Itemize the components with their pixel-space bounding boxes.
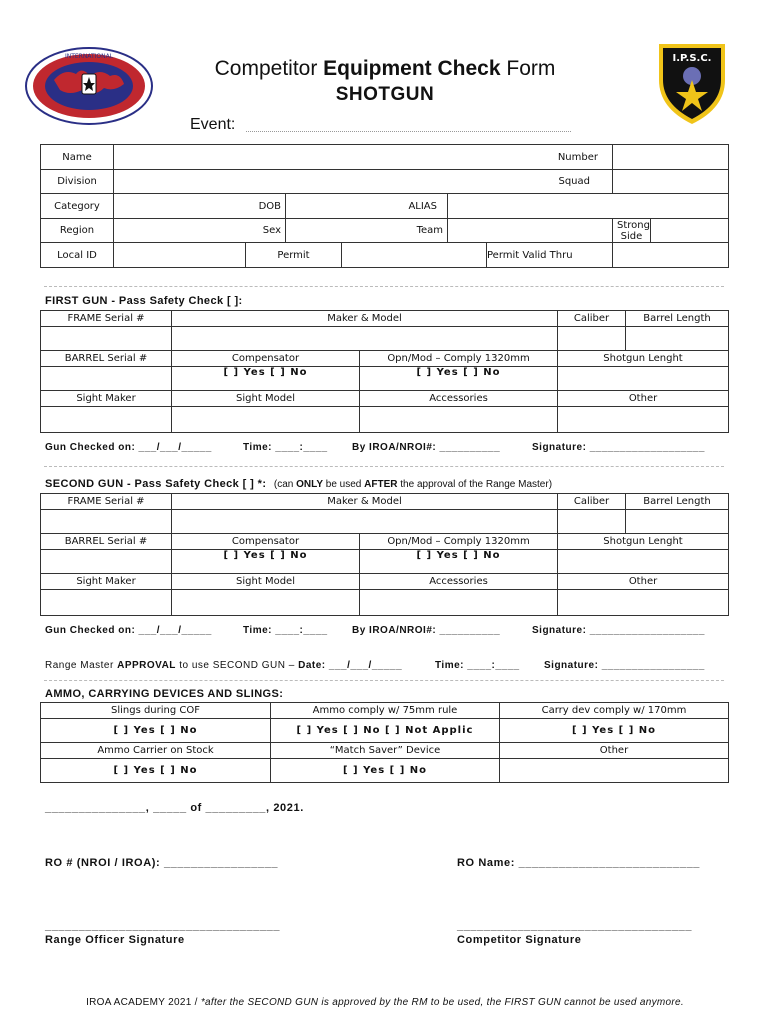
carry-dev-label: Carry dev comply w/ 170mm	[500, 703, 729, 719]
first-gun-grid	[40, 310, 729, 433]
other-label: Other	[558, 391, 729, 407]
opn-mod-label: Opn/Mod – Comply 1320mm	[360, 351, 558, 367]
barrel-serial-field[interactable]	[41, 550, 172, 574]
carry-dev-yes-no[interactable]: [ ] Yes [ ] No	[500, 719, 729, 743]
ipsc-logo	[655, 40, 729, 126]
alias-label: ALIAS	[408, 200, 437, 212]
second-gun-grid	[40, 493, 729, 616]
ro-signature-line[interactable]: ___________________________________	[45, 920, 281, 932]
local-id-label: Local ID	[41, 243, 114, 268]
sight-maker-field[interactable]	[41, 407, 172, 433]
sight-model-field[interactable]	[172, 407, 360, 433]
ammo-comply-options[interactable]: [ ] Yes [ ] No [ ] Not Applic	[271, 719, 500, 743]
caliber-label: Caliber	[558, 494, 626, 510]
compensator-yes-no[interactable]: [ ] Yes [ ] No	[172, 550, 360, 574]
permit-valid-label: Permit Valid Thru	[487, 243, 613, 268]
strong-side-field[interactable]	[651, 219, 729, 243]
competitor-table	[40, 144, 729, 268]
event-label: Event:	[190, 116, 236, 133]
number-field[interactable]	[613, 145, 729, 170]
slings-label: Slings during COF	[41, 703, 271, 719]
squad-field[interactable]	[613, 170, 729, 194]
caliber-label: Caliber	[558, 311, 626, 327]
ammo-carrier-yes-no[interactable]: [ ] Yes [ ] No	[41, 759, 271, 783]
ammo-table	[40, 702, 729, 783]
ammo-carrier-label: Ammo Carrier on Stock	[41, 743, 271, 759]
footer: IROA ACADEMY 2021 / *after the SECOND GUN is approved by the RM to be used, the FIRST GUN cannot be used anymore.	[86, 997, 684, 1008]
first-gun-time[interactable]: Time: ____:____	[243, 442, 328, 453]
date-line[interactable]: _______________, _____ of _________, 2021.	[45, 802, 304, 814]
compensator-yes-no[interactable]: [ ] Yes [ ] No	[172, 367, 360, 391]
barrel-serial-label: BARREL Serial #	[41, 534, 172, 550]
dob-label: DOB	[258, 200, 281, 212]
permit-label: Permit	[246, 243, 342, 268]
form-subtitle: SHOTGUN	[335, 84, 435, 105]
divider	[44, 680, 724, 681]
ammo-comply-label: Ammo comply w/ 75mm rule	[271, 703, 500, 719]
first-gun-checked-on[interactable]: Gun Checked on: ___/___/_____	[45, 442, 212, 453]
barrel-serial-label: BARREL Serial #	[41, 351, 172, 367]
second-gun-time[interactable]: Time: ____:____	[243, 625, 328, 636]
logo-ring-text: INTERNATIONAL	[64, 53, 114, 60]
ro-number-field[interactable]: RO # (NROI / IROA): _________________	[45, 857, 279, 869]
competitor-signature-line[interactable]: ___________________________________	[457, 920, 693, 932]
sight-model-label: Sight Model	[172, 391, 360, 407]
opn-mod-label: Opn/Mod – Comply 1320mm	[360, 534, 558, 550]
barrel-length-label: Barrel Length	[626, 494, 729, 510]
strong-side-label: Strong Side	[613, 219, 651, 243]
competitor-signature-label: Competitor Signature	[457, 934, 582, 946]
shotgun-length-field[interactable]	[558, 550, 729, 574]
sight-maker-label: Sight Maker	[41, 574, 172, 590]
caliber-field[interactable]	[558, 327, 626, 351]
accessories-label: Accessories	[360, 574, 558, 590]
sex-label: Sex	[262, 225, 281, 236]
barrel-serial-field[interactable]	[41, 367, 172, 391]
local-id-field[interactable]	[114, 243, 246, 268]
match-saver-yes-no[interactable]: [ ] Yes [ ] No	[271, 759, 500, 783]
ro-name-field[interactable]: RO Name: ___________________________	[457, 857, 701, 869]
permit-field[interactable]	[342, 243, 487, 268]
accessories-label: Accessories	[360, 391, 558, 407]
match-saver-label: “Match Saver” Device	[271, 743, 500, 759]
maker-model-field[interactable]	[172, 327, 558, 351]
squad-label: Squad	[558, 176, 590, 187]
caliber-field[interactable]	[558, 510, 626, 534]
shotgun-length-label: Shotgun Lenght	[558, 351, 729, 367]
second-gun-checked-on[interactable]: Gun Checked on: ___/___/_____	[45, 625, 212, 636]
sight-maker-field[interactable]	[41, 590, 172, 616]
name-label: Name	[41, 145, 114, 170]
sight-model-label: Sight Model	[172, 574, 360, 590]
division-field[interactable]	[114, 170, 613, 194]
opn-mod-yes-no[interactable]: [ ] Yes [ ] No	[360, 550, 558, 574]
ammo-heading: AMMO, CARRYING DEVICES AND SLINGS:	[45, 688, 284, 700]
barrel-length-field[interactable]	[626, 510, 729, 534]
team-field[interactable]	[448, 219, 613, 243]
second-gun-signature[interactable]: Signature: ___________________	[532, 625, 705, 636]
form-title: Competitor Equipment Check Form	[214, 57, 556, 80]
slings-yes-no[interactable]: [ ] Yes [ ] No	[41, 719, 271, 743]
region-label: Region	[41, 219, 114, 243]
accessories-field[interactable]	[360, 407, 558, 433]
shotgun-length-field[interactable]	[558, 367, 729, 391]
other-field[interactable]	[558, 407, 729, 433]
other-label: Other	[500, 743, 729, 759]
opn-mod-yes-no[interactable]: [ ] Yes [ ] No	[360, 367, 558, 391]
alias-field[interactable]	[448, 194, 729, 219]
team-label: Team	[416, 225, 443, 236]
barrel-length-label: Barrel Length	[626, 311, 729, 327]
ipsc-logo-text: I.P.S.C.	[672, 53, 712, 64]
other-field[interactable]	[500, 759, 729, 783]
category-label: Category	[41, 194, 114, 219]
category-field[interactable]	[114, 194, 286, 219]
permit-valid-field[interactable]	[613, 243, 729, 268]
approval-signature[interactable]: Signature: _________________	[544, 660, 705, 671]
sex-field[interactable]	[286, 219, 448, 243]
maker-model-label: Maker & Model	[172, 311, 558, 327]
ro-signature-label: Range Officer Signature	[45, 934, 185, 946]
range-master-approval[interactable]: Range Master APPROVAL to use SECOND GUN – Date: ___/___/_____	[45, 660, 403, 671]
first-gun-heading: FIRST GUN - Pass Safety Check [ ]:	[45, 295, 243, 307]
first-gun-by-iroa[interactable]: By IROA/NROI#: __________	[352, 442, 501, 453]
frame-serial-label: FRAME Serial #	[41, 494, 172, 510]
name-field[interactable]	[114, 145, 613, 170]
first-gun-signature[interactable]: Signature: ___________________	[532, 442, 705, 453]
approval-time[interactable]: Time: ____:____	[435, 660, 520, 671]
second-gun-by-iroa[interactable]: By IROA/NROI#: __________	[352, 625, 501, 636]
region-field[interactable]	[114, 219, 286, 243]
maker-model-label: Maker & Model	[172, 494, 558, 510]
divider	[44, 466, 724, 467]
sight-model-field[interactable]	[172, 590, 360, 616]
compensator-label: Compensator	[172, 351, 360, 367]
maker-model-field[interactable]	[172, 510, 558, 534]
event-input[interactable]	[246, 131, 571, 132]
frame-serial-field[interactable]	[41, 327, 172, 351]
barrel-length-field[interactable]	[626, 327, 729, 351]
frame-serial-label: FRAME Serial #	[41, 311, 172, 327]
accessories-field[interactable]	[360, 590, 558, 616]
shotgun-length-label: Shotgun Lenght	[558, 534, 729, 550]
division-label: Division	[41, 170, 114, 194]
other-field[interactable]	[558, 590, 729, 616]
compensator-label: Compensator	[172, 534, 360, 550]
dob-field[interactable]	[286, 194, 448, 219]
divider	[44, 286, 724, 287]
sight-maker-label: Sight Maker	[41, 391, 172, 407]
second-gun-heading: SECOND GUN - Pass Safety Check [ ] *: (can ONLY be used AFTER the approval of the Range Master)	[45, 478, 553, 490]
other-label: Other	[558, 574, 729, 590]
number-label: Number	[557, 151, 598, 163]
frame-serial-field[interactable]	[41, 510, 172, 534]
